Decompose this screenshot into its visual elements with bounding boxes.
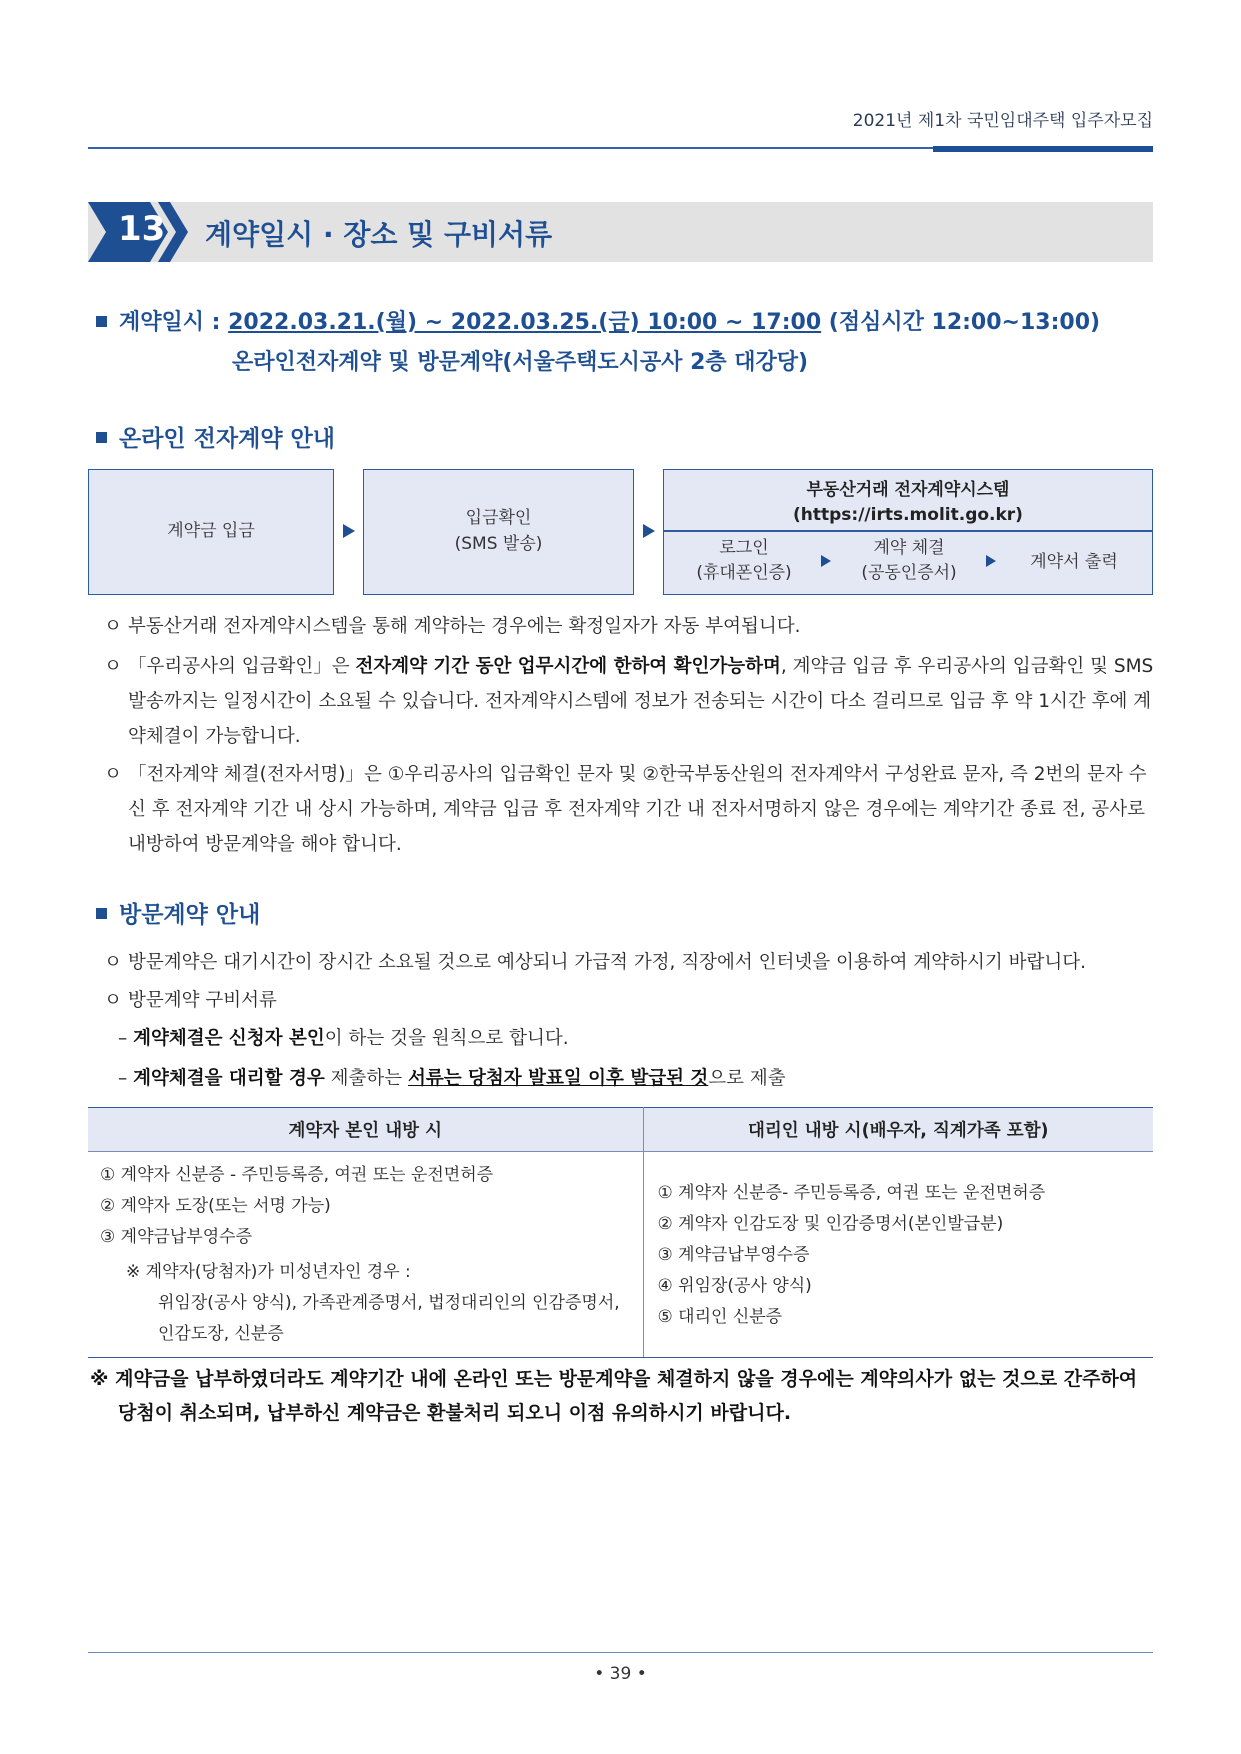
online-note-2-pre: 「우리공사의 입금확인」은 [128, 656, 356, 677]
section-title: 계약일시 · 장소 및 구비서류 [205, 218, 553, 251]
visit-doc-rule-2-post: 으로 제출 [708, 1068, 786, 1089]
circle-bullet-icon: ㅇ [104, 616, 122, 637]
square-bullet-icon [96, 316, 107, 327]
table-row [88, 1152, 1153, 1358]
flow-arrow-icon [343, 524, 355, 538]
table-header-self: 계약자 본인 내방 시 [88, 1108, 643, 1152]
flow-sub-sign-line1: 계약 체결 [873, 538, 945, 558]
document-header-title: 2021년 제1차 국민임대주택 입주자모집 [852, 111, 1153, 131]
header-rule-accent [933, 146, 1153, 152]
list-item: ③ 계약금납부영수증 [100, 1227, 253, 1247]
cancellation-notice [90, 1362, 1155, 1430]
flow-sub-login-line1: 로그인 [719, 538, 769, 558]
schedule-period: 2022.03.21.(월) ~ 2022.03.25.(금) 10:00 ~ 17:00 [228, 310, 822, 335]
cancellation-notice-line1: ※ 계약금을 납부하였더라도 계약기간 내에 온라인 또는 방문계약을 체결하지 않을 경우에는 계약의사가 없는 것으로 간주하여 [90, 1368, 1138, 1390]
online-note-2-bold: 전자계약 기간 동안 업무시간에 한하여 확인가능하며 [355, 656, 781, 677]
flow-sub-sign-line2: (공동인증서) [861, 563, 957, 583]
flow-arrow-icon [821, 555, 831, 567]
visit-doc-rule-2-bold: 계약체결을 대리할 경우 [133, 1068, 325, 1089]
flow-arrow-icon [986, 555, 996, 567]
circle-bullet-icon: ㅇ [104, 764, 122, 785]
flow-sub-print: 계약서 출력 [1030, 552, 1118, 572]
online-contract-heading-text: 온라인 전자계약 안내 [119, 426, 335, 452]
flow-sub-sign [839, 536, 979, 586]
visit-note-1: ㅇ 방문계약은 대기시간이 장시간 소요될 것으로 예상되니 가급적 가정, 직장에서 인터넷을 이용하여 계약하시기 바랍니다. [104, 945, 1154, 980]
proxy-documents-cell [643, 1152, 1153, 1358]
schedule-location: 온라인전자계약 및 방문계약(서울주택도시공사 2층 대강당) [232, 350, 809, 375]
square-bullet-icon [96, 908, 107, 919]
flow-step-confirm [363, 469, 634, 595]
visit-doc-rule-1: – 계약체결은 신청자 본인이 하는 것을 원칙으로 합니다. [118, 1028, 569, 1049]
schedule-label: 계약일시 : [119, 310, 229, 335]
section-number: 13 [118, 209, 166, 249]
list-item: ① 계약자 신분증 - 주민등록증, 여권 또는 운전면허증 [100, 1165, 494, 1185]
list-item: ④ 위임장(공사 양식) [657, 1276, 812, 1296]
schedule-lunch: (점심시간 12:00~13:00) [821, 310, 1101, 335]
list-item: ① 계약자 신분증- 주민등록증, 여권 또는 운전면허증 [657, 1183, 1046, 1203]
footer-rule [88, 1652, 1153, 1653]
circle-bullet-icon: ㅇ [104, 952, 122, 973]
list-item: ② 계약자 인감도장 및 인감증명서(본인발급분) [657, 1214, 1004, 1234]
flow-sub-login-line2: (휴대폰인증) [696, 563, 792, 583]
e-contract-system-url: (https://irts.molit.go.kr) [793, 505, 1023, 525]
circle-bullet-icon: ㅇ [104, 990, 122, 1011]
online-note-1: ㅇ 부동산거래 전자계약시스템을 통해 계약하는 경우에는 확정일자가 자동 부여됩니다. [104, 609, 1154, 644]
online-contract-heading [96, 420, 335, 453]
visit-contract-heading-text: 방문계약 안내 [119, 902, 261, 928]
cancellation-notice-line2: 당첨이 취소되며, 납부하신 계약금은 환불처리 되오니 이점 유의하시기 바랍니다. [118, 1402, 792, 1424]
flow-step-confirm-line2: (SMS 발송) [454, 534, 543, 554]
list-item: ③ 계약금납부영수증 [657, 1245, 810, 1265]
required-documents-table [88, 1107, 1153, 1358]
visit-doc-rule-2: – 계약체결을 대리할 경우 제출하는 서류는 당첨자 발표일 이후 발급된 것으로 제출 [118, 1068, 786, 1089]
e-contract-divider [664, 530, 1152, 532]
visit-doc-rule-1-bold: 계약체결은 신청자 본인 [133, 1028, 325, 1049]
self-documents-cell [88, 1152, 643, 1358]
minor-note: ※ 계약자(당첨자)가 미성년자인 경우 : [126, 1262, 411, 1282]
online-note-2 [104, 649, 1154, 754]
visit-doc-rule-2-mid: 제출하는 [324, 1068, 408, 1089]
visit-contract-heading [96, 896, 260, 929]
e-contract-system-title: 부동산거래 전자계약시스템 [806, 480, 1010, 500]
contract-schedule [96, 305, 1100, 336]
minor-note-docs-1: 위임장(공사 양식), 가족관계증명서, 법정대리인의 인감증명서, [158, 1293, 620, 1313]
minor-note-docs-2: 인감도장, 신분증 [158, 1324, 284, 1344]
page-number: • 39 • [594, 1664, 647, 1684]
flow-step-deposit [88, 469, 334, 595]
visit-note-2: ㅇ 방문계약 구비서류 [104, 983, 1154, 1018]
online-note-2-post: , 계약금 입금 후 우리공사의 입금확인 및 SMS 발송까지는 일정시간이 소요될 수 있습니다. 전자계약시스템에 정보가 전송되는 시간이 다소 걸리므로 입금 후 약 1시간 후에 계약체결이 가능합니다. [128, 656, 1154, 747]
circle-bullet-icon: ㅇ [104, 656, 122, 677]
flow-step-deposit-label: 계약금 입금 [167, 521, 255, 541]
square-bullet-icon [96, 432, 107, 443]
visit-doc-rule-1-post: 이 하는 것을 원칙으로 합니다. [324, 1028, 569, 1049]
flow-step-confirm-line1: 입금확인 [465, 508, 532, 528]
table-header-row [88, 1108, 1153, 1152]
online-note-3: ㅇ 「전자계약 체결(전자서명)」은 ①우리공사의 입금확인 문자 및 ②한국부동산원의 전자계약서 구성완료 문자, 즉 2번의 문자 수신 후 전자계약 기간 내 상시 가능하며, 계약금 입금 후 전자계약 기간 내 전자서명하지 않은 경우에는 계약기간 종료 전, 공사로 내방하여 방문계약을 해야 합니다. [104, 757, 1154, 862]
list-item: ⑤ 대리인 신분증 [657, 1307, 783, 1327]
list-item: ② 계약자 도장(또는 서명 가능) [100, 1196, 331, 1216]
flow-sub-login [674, 536, 814, 586]
flow-arrow-icon [643, 524, 655, 538]
table-header-proxy: 대리인 내방 시(배우자, 직계가족 포함) [643, 1108, 1153, 1152]
flow-step-e-contract-system [663, 469, 1153, 595]
visit-doc-rule-2-underline: 서류는 당첨자 발표일 이후 발급된 것 [407, 1068, 709, 1089]
